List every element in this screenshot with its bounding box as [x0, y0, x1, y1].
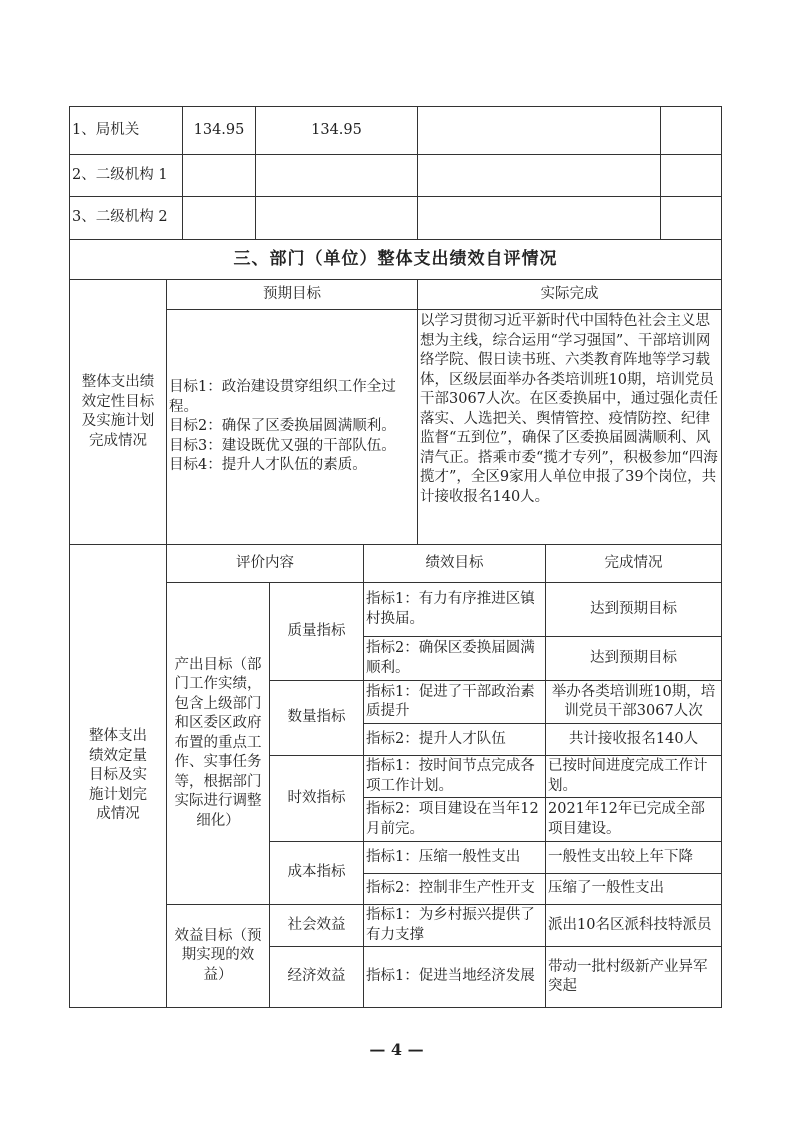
result-cell: 2021年12年已完成全部项目建设。 [545, 797, 722, 842]
output-goal: 产出目标（部门工作实绩，包含上级部门和区委区政府布置的重点工作、实事任务等，根据部门实际进行调整细化） [166, 582, 270, 905]
result-cell: 举办各类培训班10期，培训党员干部3067人次 [545, 680, 722, 724]
cell-amount [182, 196, 256, 240]
cell-amount: 134.95 [255, 106, 418, 155]
result-cell: 一般性支出较上年下降 [545, 841, 722, 874]
cell-empty [417, 106, 661, 155]
result-cell: 带动一批村级新产业异军突起 [545, 946, 722, 1008]
target-cell: 指标2：项目建设在当年12月前完。 [363, 797, 546, 842]
category-cost: 成本指标 [269, 841, 364, 905]
actual-completion-text: 以学习贯彻习近平新时代中国特色社会主义思想为主线，综合运用“学习强国”、干部培训网络学院、假日读书班、六类教育阵地等学习载体，区级层面举办各类培训班10期，培训党员干部3067人次。在区委换届中，通过强化责任落实、人选把关、舆情管控、疫情防控、纪律监督“五到位”，确保了区委换届圆满顺利、风清气正。搭乘市委“揽才专列”，积极参加“四海揽才”，全区9家用人单位申报了39个岗位，共计接收报名140人。 [420, 313, 718, 505]
cell-amount [182, 154, 256, 197]
header-expected: 预期目标 [166, 279, 418, 310]
cell-amount [255, 196, 418, 240]
row-name: 2、二级机构 1 [69, 154, 183, 197]
result-cell: 压缩了一般性支出 [545, 873, 722, 905]
target-cell: 指标1：促进了干部政治素质提升 [363, 680, 546, 724]
expected-goals [166, 309, 418, 545]
expected-goals-text: 目标1：政治建设贯穿组织工作全过程。 目标2：确保了区委换届圆满顺利。 目标3：建设既优又强的干部队伍。 目标4：提升人才队伍的素质。 [169, 379, 396, 474]
category-quality: 质量指标 [269, 582, 364, 681]
row-name: 1、局机关 [69, 106, 183, 155]
category-social: 社会效益 [269, 904, 364, 947]
actual-completion [417, 309, 722, 545]
category-economic: 经济效益 [269, 946, 364, 1008]
cell-empty [660, 154, 722, 197]
result-cell: 已按时间进度完成工作计划。 [545, 755, 722, 798]
overall-label: 整体支出绩效定性目标及实施计划完成情况 [69, 279, 167, 545]
target-cell: 指标1：为乡村振兴提供了有力支撑 [363, 904, 546, 947]
cell-amount [255, 154, 418, 197]
target-cell: 指标2：确保区委换届圆满顺利。 [363, 636, 546, 681]
target-cell: 指标2：控制非生产性开支 [363, 873, 546, 905]
result-cell: 共计接收报名140人 [545, 723, 722, 756]
result-cell: 达到预期目标 [545, 636, 722, 681]
target-cell: 指标2：提升人才队伍 [363, 723, 546, 756]
header-result: 完成情况 [545, 544, 722, 583]
header-actual: 实际完成 [417, 279, 722, 310]
row-name: 3、二级机构 2 [69, 196, 183, 240]
category-timeliness: 时效指标 [269, 755, 364, 842]
result-cell: 达到预期目标 [545, 582, 722, 637]
cell-empty [660, 196, 722, 240]
header-target: 绩效目标 [363, 544, 546, 583]
cell-amount: 134.95 [182, 106, 256, 155]
benefit-goal: 效益目标（预期实现的效益） [166, 904, 270, 1008]
result-cell: 派出10名区派科技特派员 [545, 904, 722, 947]
target-cell: 指标1：促进当地经济发展 [363, 946, 546, 1008]
cell-empty [417, 196, 661, 240]
quant-label: 整体支出绩效定量目标及实施计划完成情况 [69, 544, 167, 1008]
target-cell: 指标1：压缩一般性支出 [363, 841, 546, 874]
cell-empty [417, 154, 661, 197]
category-quantity: 数量指标 [269, 680, 364, 756]
target-cell: 指标1：按时间节点完成各项工作计划。 [363, 755, 546, 798]
section-title: 三、部门（单位）整体支出绩效自评情况 [69, 239, 722, 280]
header-eval-content: 评价内容 [166, 544, 364, 583]
cell-empty [660, 106, 722, 155]
page-number: — 4 — [369, 1040, 424, 1059]
target-cell: 指标1：有力有序推进区镇村换届。 [363, 582, 546, 637]
